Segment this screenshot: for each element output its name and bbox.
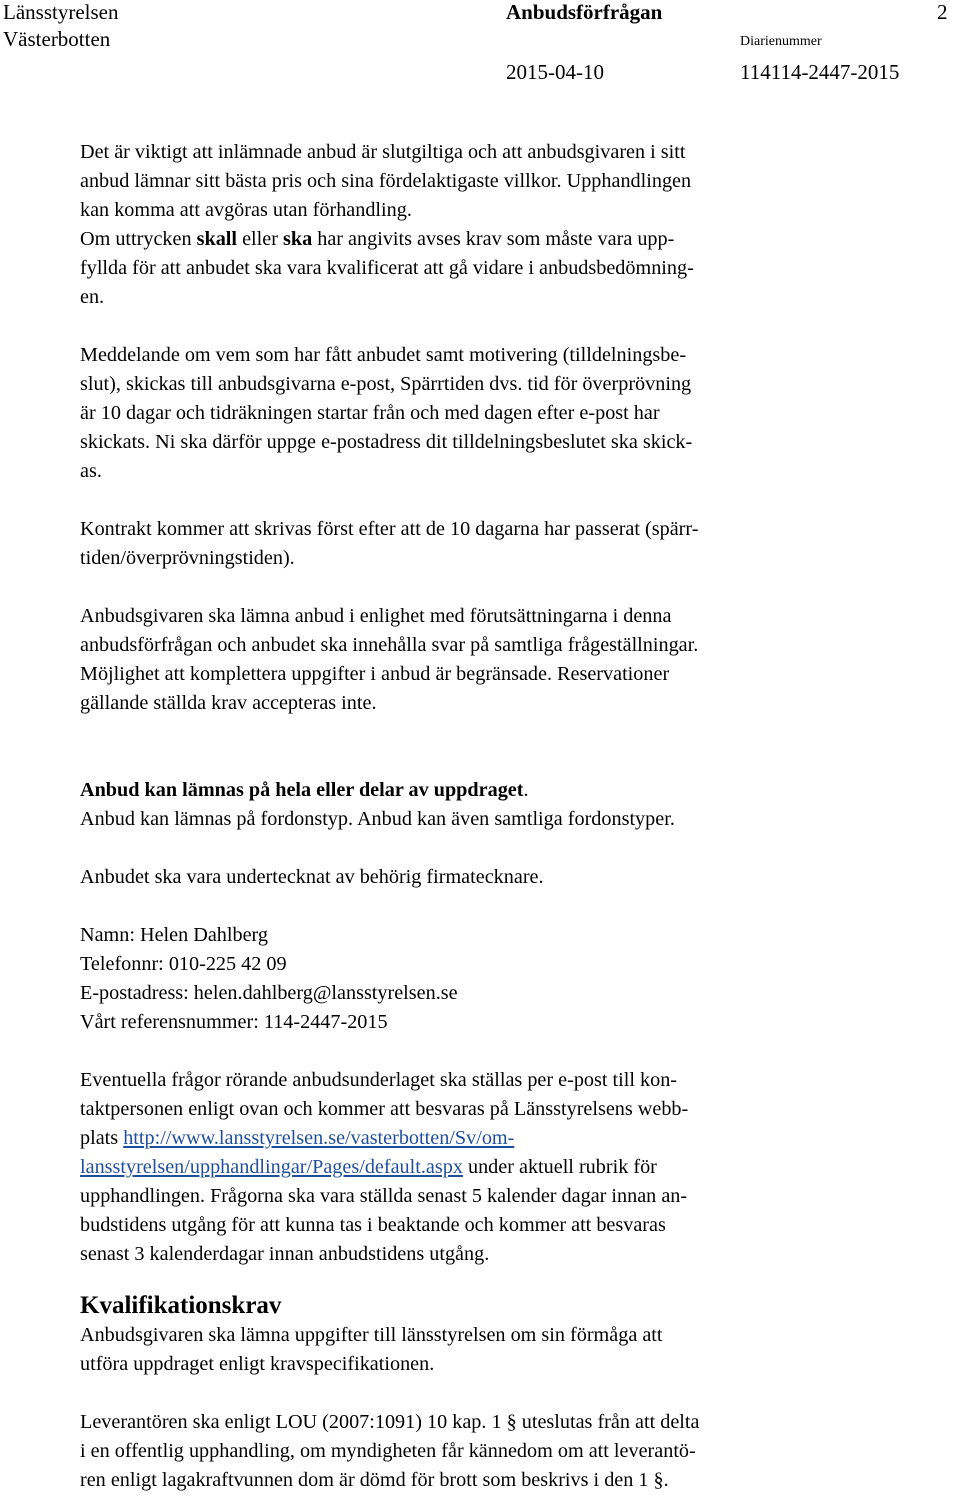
text-line: skickats. Ni ska därför uppge e-postadress dit tilldelningsbeslutet ska skick- (80, 431, 693, 453)
doc-title: Anbudsförfrågan (506, 0, 663, 24)
text-line (80, 1124, 870, 1153)
text-line: Det är viktigt att inlämnade anbud är slutgiltiga och att anbudsgivaren i sitt (80, 141, 686, 163)
bold-statement: Anbud kan lämnas på hela eller delar av uppdraget (80, 779, 524, 801)
paragraph-tilldelningsbeslut (80, 341, 870, 486)
procurement-url-link-part1[interactable]: http://www.lansstyrelsen.se/vasterbotten/Sv/om- (123, 1127, 515, 1149)
paragraph-questions (80, 1066, 870, 1269)
text-line: Möjlighet att komplettera uppgifter i anbud är begränsade. Reservationer (80, 663, 670, 685)
text-run: har angivits avses krav som måste vara upp- (312, 228, 675, 250)
doc-date: 2015-04-10 (506, 60, 604, 84)
page-number: 2 (937, 0, 948, 24)
diarienummer-value: 114114-2447-2015 (740, 60, 900, 84)
section-heading-kvalifikationskrav: Kvalifikationskrav (80, 1292, 282, 1319)
contact-reference: Vårt referensnummer: 114-2447-2015 (80, 1011, 388, 1033)
text-line: gällande ställda krav accepteras inte. (80, 692, 377, 714)
paragraph-capability (80, 1321, 870, 1379)
text-line: anbudsförfrågan och anbudet ska innehålla svar på samtliga frågeställningar. (80, 634, 699, 656)
text-line: en. (80, 286, 105, 308)
text-line (80, 1153, 870, 1182)
text-line: as. (80, 460, 102, 482)
diarienummer-label: Diarienummer (740, 34, 822, 49)
text-line: Anbud kan lämnas på fordonstyp. Anbud kan även samtliga fordonstyper. (80, 808, 675, 830)
text-line (80, 776, 870, 805)
text-run: plats (80, 1127, 124, 1149)
text-line: i en offentlig upphandling, om myndigheten får kännedom om att leverantö- (80, 1440, 696, 1462)
procurement-url-link-part2[interactable]: lansstyrelsen/upphandlingar/Pages/default.aspx (80, 1156, 463, 1178)
text-line: Anbudsgivaren ska lämna anbud i enlighet med förutsättningarna i denna (80, 605, 672, 627)
text-line: taktpersonen enligt ovan och kommer att besvaras på Länsstyrelsens webb- (80, 1098, 689, 1120)
paragraph-anbud-parts (80, 776, 870, 834)
org-name-line2: Västerbotten (3, 27, 111, 51)
text-run: under aktuell rubrik för (462, 1156, 657, 1178)
text-line: är 10 dagar och tidräkningen startar från och med dagen efter e-post har (80, 402, 660, 424)
text-line: senast 3 kalenderdagar innan anbudstidens utgång. (80, 1243, 490, 1265)
text-line: fyllda för att anbudet ska vara kvalificerat att gå vidare i anbudsbedömning- (80, 257, 694, 279)
contact-name: Namn: Helen Dahlberg (80, 924, 268, 946)
paragraph-skall-ska (80, 225, 870, 312)
text-line (80, 225, 870, 254)
text-line: Anbudsgivaren ska lämna uppgifter till länsstyrelsen om sin förmåga att (80, 1324, 663, 1346)
text-line: utföra uppdraget enligt kravspecifikationen. (80, 1353, 435, 1375)
contact-phone: Telefonnr: 010-225 42 09 (80, 953, 287, 975)
paragraph-anbud-requirements (80, 602, 870, 718)
text-line: Meddelande om vem som har fått anbudet samt motivering (tilldelningsbe- (80, 344, 687, 366)
contact-email: E-postadress: helen.dahlberg@lansstyrelsen.se (80, 982, 458, 1004)
text-line: ren enligt lagakraftvunnen dom är dömd för brott som beskrivs i den 1 §. (80, 1469, 669, 1491)
paragraph-signature-requirement (80, 863, 870, 892)
text-line: slut), skickas till anbudsgivarna e-post, Spärrtiden dvs. tid för överprövning (80, 373, 692, 395)
text-line: Leverantören ska enligt LOU (2007:1091) 10 kap. 1 § uteslutas från att delta (80, 1411, 700, 1433)
text-run: Om uttrycken (80, 228, 197, 250)
text-line: Eventuella frågor rörande anbudsunderlaget ska ställas per e-post till kon- (80, 1069, 678, 1091)
text-line: Anbudet ska vara undertecknat av behörig firmatecknare. (80, 866, 544, 888)
org-name-line1: Länsstyrelsen (3, 0, 119, 24)
paragraph-lou-exclusion (80, 1408, 870, 1495)
text-line: upphandlingen. Frågorna ska vara ställda senast 5 kalender dagar innan an- (80, 1185, 688, 1207)
document-body (80, 138, 870, 1495)
paragraph-kontrakt (80, 515, 870, 573)
text-run: . (523, 779, 529, 801)
paragraph-final-bids (80, 138, 870, 225)
text-line: Kontrakt kommer att skrivas först efter att de 10 dagarna har passerat (spärr- (80, 518, 699, 540)
text-line: anbud lämnar sitt bästa pris och sina fördelaktigaste villkor. Upphandlingen (80, 170, 692, 192)
text-line: budstidens utgång för att kunna tas i beaktande och kommer att besvaras (80, 1214, 666, 1236)
text-line: tiden/överprövningstiden). (80, 547, 295, 569)
bold-term-ska: ska (283, 228, 313, 250)
contact-block (80, 921, 870, 1037)
text-run: eller (237, 228, 283, 250)
text-line: kan komma att avgöras utan förhandling. (80, 199, 412, 221)
bold-term-skall: skall (196, 228, 238, 250)
